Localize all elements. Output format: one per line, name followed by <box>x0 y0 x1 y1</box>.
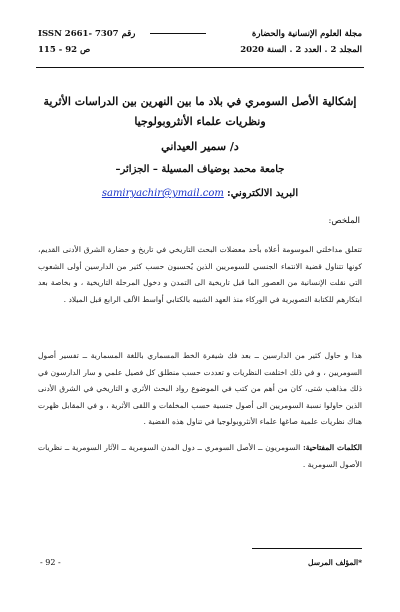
corresponding-author-note: *المؤلف المرسل <box>308 558 362 567</box>
keywords-list: السومريون ــ الأصل السومري ــ دول المدن السومرية ــ الآثار السومرية ــ نظريات الأصول السومرية . <box>38 443 362 469</box>
footnote-rule <box>252 548 362 549</box>
header-divider <box>36 67 364 68</box>
email-label: البريد الالكتروني: <box>227 188 299 199</box>
abstract-paragraph-2: هذا و حاول كثير من الدارسين ــ بعد فك شيفرة الخط المسماري باللغة المسمارية ــ تفسير أصول السومريين ، و في ذلك اختلفت النظريات و تعددت حسب منطلق كل فصيل علمي و سار الدارسون في ذلك مذاهب شتى، كان من أهم من كتب في الموضوع رواد البحث الأثري و التاريخي في الشرق الأدنى الذين حاولوا نسبة السومريين الى أصول جنسية حسب المخلفات و اللقى الأثرية ، و في المقابل ظهرت هناك نظريات علمية صاغها علماء الأنثروبولوجيا في تناول هذه القضية . <box>38 351 362 426</box>
email-link[interactable]: samiryachir@ymail.com <box>101 188 224 199</box>
issue-line: المجلد 2 . العدد 2 . السنة 2020 <box>240 45 362 55</box>
article-title: إشكالية الأصل السومري في بلاد ما بين النهرين بين الدراسات الأثرية ونظريات علماء الأنثروبولوجيا <box>43 95 357 128</box>
running-header-right <box>240 26 362 58</box>
author-name: د/ سمير العيداني <box>161 140 239 153</box>
abstract-heading: الملخص: <box>328 216 360 226</box>
page-range: ص 92 - 115 <box>38 45 91 55</box>
issn-line: ISSN 2661- 7307 رقم <box>38 29 136 39</box>
author-affiliation: جامعة محمد بوضياف المسيلة – الجزائر– <box>115 164 285 175</box>
abstract-paragraph-1: تتعلق مداخلتي الموسومة أعلاه بأحد معضلات البحث التاريخي في تاريخ و حضارة الشرق الأدنى القديم، كونها تتناول قضية الانتماء الجنسي للسومريين الذين يُحسبون حسب كثير من الدارسين أولى الشعوب التي نقلت الإنسانية من العصور الما قبل تاريخية الى التمدن و دخول المرحلة التاريخية ، و بخاصة بعد ابتكارهم للكتابة التصويرية في الوركاء منذ العهد الشبيه بالكتابي أواسط الألف الرابع قبل الميلاد . <box>38 245 362 304</box>
keywords-paragraph <box>38 440 362 473</box>
running-header-left <box>38 26 135 58</box>
email-line <box>36 188 364 199</box>
page-number: - 92 - <box>40 558 61 567</box>
keywords-label: الكلمات المفتاحية: <box>302 443 362 452</box>
journal-name: مجلة العلوم الإنسانية والحضارة <box>251 29 362 39</box>
header-rule <box>150 33 206 34</box>
